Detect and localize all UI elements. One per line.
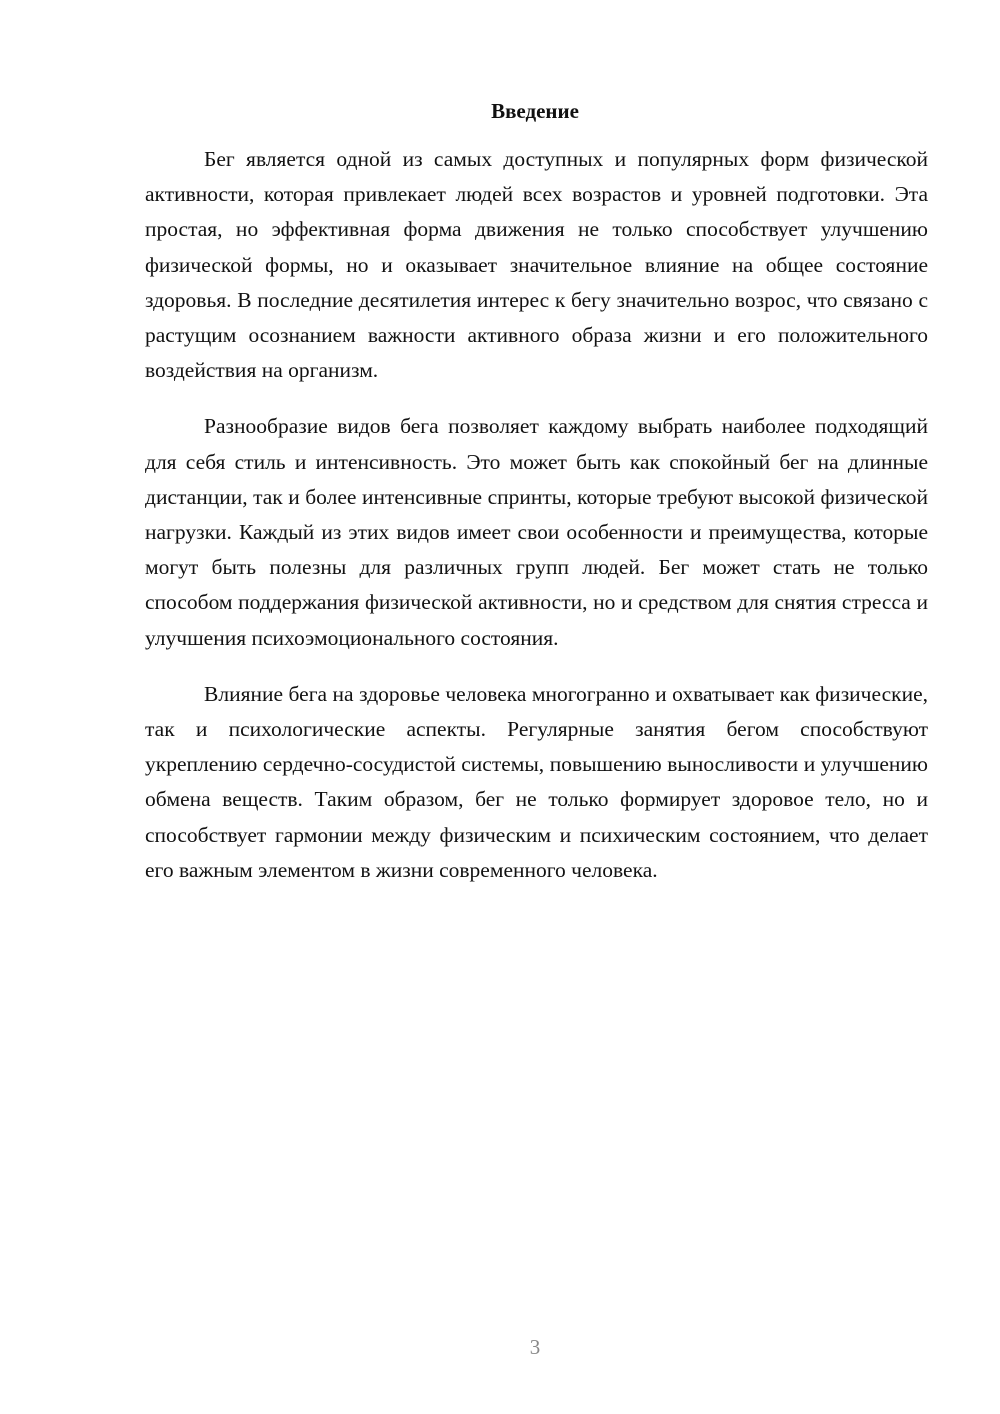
- page-number: 3: [529, 1335, 541, 1359]
- body-text: [145, 142, 928, 909]
- paragraph-2: Разнообразие видов бега позволяет каждому выбрать наиболее подходящий для себя стиль и интенсивность. Это может быть как спокойный бег на длинные дистанции, так и более интенсивные спринты, которые требуют высокой физической нагрузки. Каждый из этих видов имеет свои особенности и преимущества, которые могут быть полезны для различных групп людей. Бег может стать не только способом поддержания физической активности, но и средством для снятия стресса и улучшения психоэмоционального состояния.: [145, 414, 928, 650]
- paragraph-3: Влияние бега на здоровье человека многогранно и охватывает как физические, так и психологические аспекты. Регулярные занятия бегом способствуют укреплению сердечно-сосудистой системы, повышению выносливости и улучшению обмена веществ. Таким образом, бег не только формирует здоровое тело, но и способствует гармонии между физическим и психическим состоянием, что делает его важным элементом в жизни современного человека.: [145, 681, 928, 882]
- section-heading: Введение: [491, 99, 579, 123]
- paragraph-1: Бег является одной из самых доступных и популярных форм физической активности, которая привлекает людей всех возрастов и уровней подготовки. Эта простая, но эффективная форма движения не только способствует улучшению физической формы, но и оказывает значительное влияние на общее состояние здоровья. В последние десятилетия интерес к бегу значительно возрос, что связано с растущим осознанием важности активного образа жизни и его положительного воздействия на организм.: [145, 147, 928, 383]
